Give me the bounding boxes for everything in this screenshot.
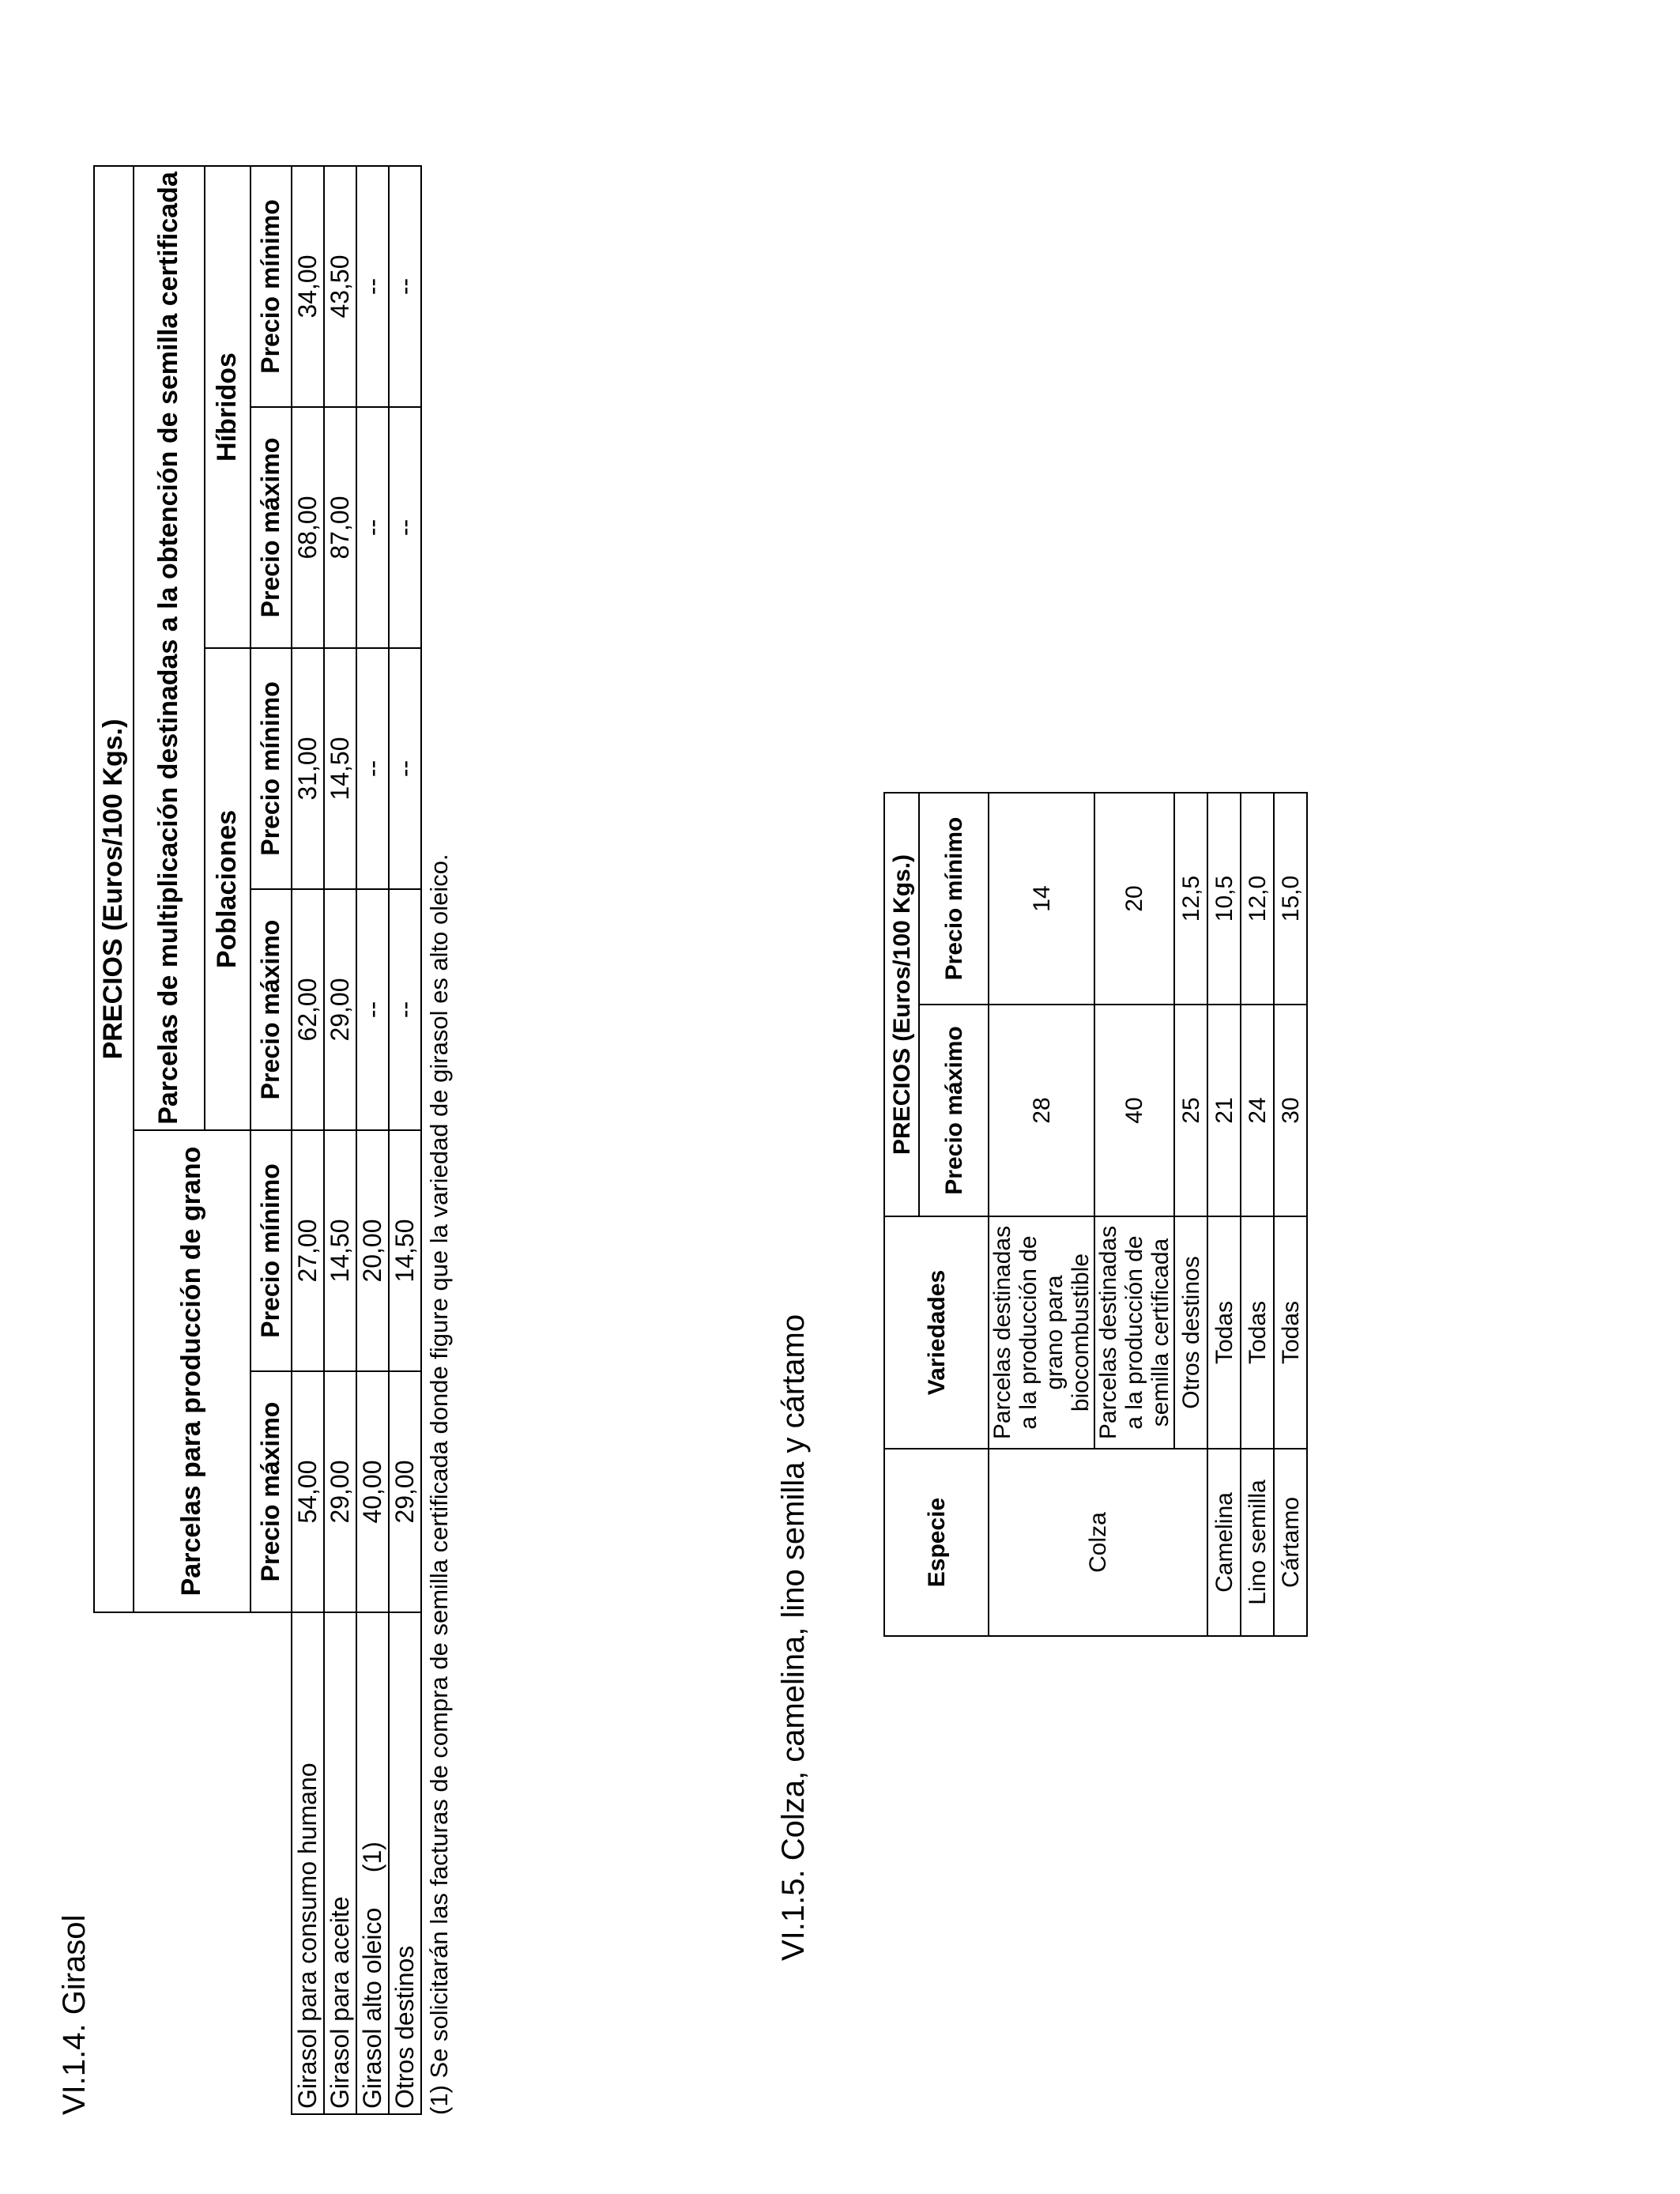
- table-row: [292, 166, 324, 2114]
- poblaciones-min-cell: 31,00: [292, 648, 324, 889]
- table-row: [356, 166, 389, 2114]
- row-label: Girasol alto oleico (1): [356, 1612, 389, 2114]
- header-row-1: [884, 793, 919, 1636]
- precio-min-cell: 15,0: [1274, 793, 1307, 1005]
- table-row: [1207, 793, 1241, 1636]
- grano-max-cell: 40,00: [356, 1371, 389, 1612]
- precio-min-cell: 12,5: [1174, 793, 1207, 1005]
- grano-min-cell: 14,50: [324, 1130, 356, 1371]
- hibridos-precio-minimo-header: Precio mínimo: [250, 166, 292, 407]
- hibridos-max-cell: --: [389, 407, 421, 648]
- especie-cell: Cártamo: [1274, 1449, 1307, 1636]
- variedad-cell: Parcelas destinadas a la producción de semilla certificada: [1094, 1216, 1174, 1449]
- hibridos-min-cell: --: [389, 166, 421, 407]
- poblaciones-min-cell: --: [356, 648, 389, 889]
- hibridos-precio-maximo-header: Precio máximo: [250, 407, 292, 648]
- especie-cell: Camelina: [1207, 1449, 1241, 1636]
- precios-header: PRECIOS (Euros/100 Kgs.): [94, 166, 134, 1612]
- row-label: Girasol para consumo humano: [292, 1612, 324, 2114]
- precio-min-cell: 10,5: [1207, 793, 1241, 1005]
- variedades-header: Variedades: [884, 1216, 989, 1449]
- precios-header: PRECIOS (Euros/100 Kgs.): [884, 793, 919, 1216]
- colza-price-table: [883, 792, 1308, 1637]
- section-title-girasol: VI.1.4. Girasol: [57, 1914, 92, 2115]
- precio-min-cell: 20: [1094, 793, 1174, 1005]
- hibridos-max-cell: 87,00: [324, 407, 356, 648]
- hibridos-max-cell: --: [356, 407, 389, 648]
- table-row: [989, 793, 1094, 1636]
- grano-min-cell: 14,50: [389, 1130, 421, 1371]
- empty-corner-cell: [94, 1612, 292, 2114]
- hibridos-min-cell: 34,00: [292, 166, 324, 407]
- grano-precio-maximo-header: Precio máximo: [250, 1371, 292, 1612]
- precio-max-cell: 40: [1094, 1005, 1174, 1216]
- row-label: Otros destinos: [389, 1612, 421, 2114]
- variedad-cell: Todas: [1207, 1216, 1241, 1449]
- precio-minimo-header: Precio mínimo: [919, 793, 989, 1005]
- row-label: Girasol para aceite: [324, 1612, 356, 2114]
- precio-maximo-header: Precio máximo: [919, 1005, 989, 1216]
- variedad-cell: Todas: [1241, 1216, 1274, 1449]
- table-row: [389, 166, 421, 2114]
- poblaciones-max-cell: --: [389, 889, 421, 1130]
- variedad-cell: Otros destinos: [1174, 1216, 1207, 1449]
- poblaciones-precio-maximo-header: Precio máximo: [250, 889, 292, 1130]
- colza-especie-cell: Colza: [989, 1449, 1207, 1636]
- section-title-colza: VI.1.5. Colza, camelina, lino semilla y cártamo: [776, 1314, 811, 1961]
- especie-header: Especie: [884, 1449, 989, 1636]
- multiplicacion-header: Parcelas de multiplicación destinadas a la obtención de semilla certificada: [134, 166, 205, 1130]
- grano-min-cell: 27,00: [292, 1130, 324, 1371]
- poblaciones-header: Poblaciones: [205, 648, 250, 1130]
- girasol-price-table: [93, 165, 422, 2115]
- precio-max-cell: 25: [1174, 1005, 1207, 1216]
- poblaciones-min-cell: --: [389, 648, 421, 889]
- precio-max-cell: 28: [989, 1005, 1094, 1216]
- grano-max-cell: 54,00: [292, 1371, 324, 1612]
- precio-max-cell: 21: [1207, 1005, 1241, 1216]
- hibridos-max-cell: 68,00: [292, 407, 324, 648]
- precio-min-cell: 14: [989, 793, 1094, 1005]
- variedad-cell: Todas: [1274, 1216, 1307, 1449]
- table-row: [324, 166, 356, 2114]
- table-row: [1274, 793, 1307, 1636]
- hibridos-min-cell: 43,50: [324, 166, 356, 407]
- especie-cell: Lino semilla: [1241, 1449, 1274, 1636]
- poblaciones-max-cell: 29,00: [324, 889, 356, 1130]
- variedad-cell: Parcelas destinadas a la producción de grano para biocombustible: [989, 1216, 1094, 1449]
- hibridos-header: Híbridos: [205, 166, 250, 648]
- grano-header: Parcelas para producción de grano: [134, 1130, 250, 1612]
- grano-min-cell: 20,00: [356, 1130, 389, 1371]
- girasol-footnote: (1) Se solicitarán las facturas de compra de semilla certificada donde figure que la variedad de girasol es alto oleico.: [425, 854, 453, 2115]
- grano-max-cell: 29,00: [389, 1371, 421, 1612]
- precio-min-cell: 12,0: [1241, 793, 1274, 1005]
- poblaciones-min-cell: 14,50: [324, 648, 356, 889]
- poblaciones-max-cell: --: [356, 889, 389, 1130]
- poblaciones-max-cell: 62,00: [292, 889, 324, 1130]
- precio-max-cell: 30: [1274, 1005, 1307, 1216]
- header-row-1: [94, 166, 134, 2114]
- precio-max-cell: 24: [1241, 1005, 1274, 1216]
- hibridos-min-cell: --: [356, 166, 389, 407]
- poblaciones-precio-minimo-header: Precio mínimo: [250, 648, 292, 889]
- grano-precio-minimo-header: Precio mínimo: [250, 1130, 292, 1371]
- table-row: [1241, 793, 1274, 1636]
- grano-max-cell: 29,00: [324, 1371, 356, 1612]
